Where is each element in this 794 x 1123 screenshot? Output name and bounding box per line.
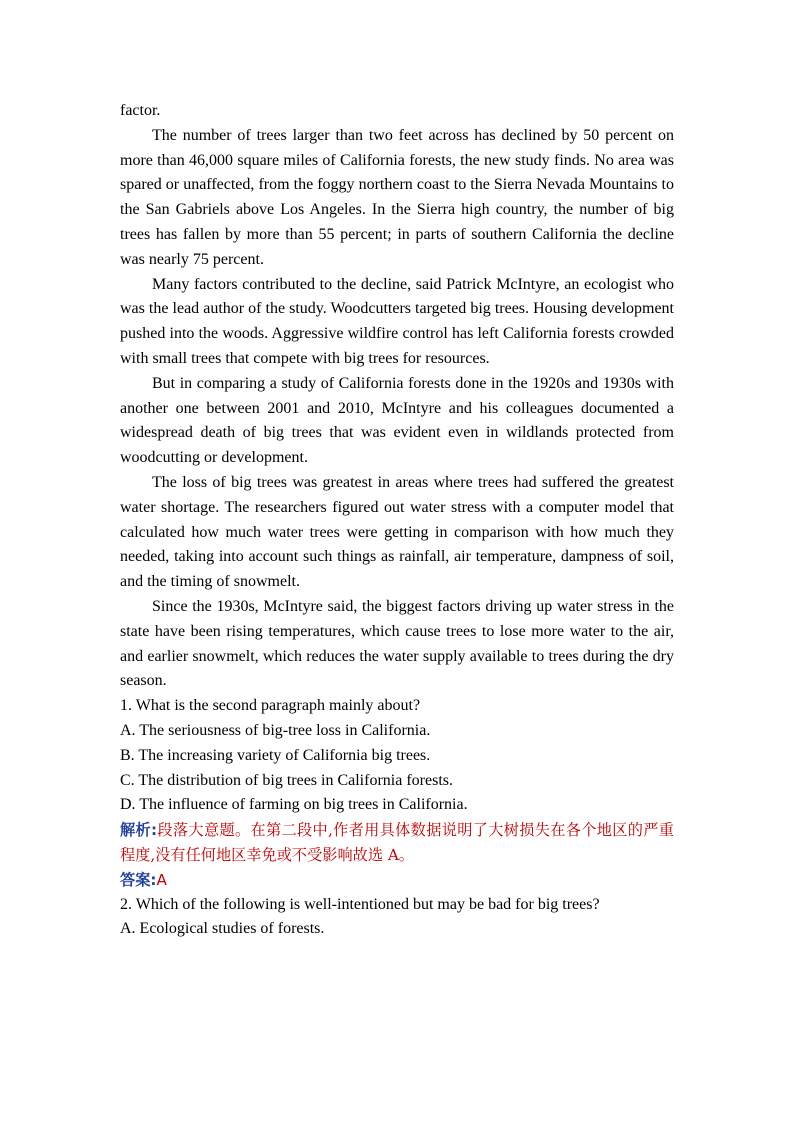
- question-2-option-a: A. Ecological studies of forests.: [120, 920, 325, 938]
- passage-paragraph-2: Many factors contributed to the decline, said Patrick McIntyre, an ecologist who was the lead author of the study. Woodcutters targeted big trees. Housing development pushed into the woods. Aggressive wildfire control has left California forests crowded with small trees that compete with big trees for resources.: [120, 275, 674, 367]
- question-1-option-b: B. The increasing variety of California big trees.: [120, 746, 431, 764]
- question-1-answer: [120, 868, 674, 893]
- question-2: 2. Which of the following is well-intentioned but may be bad for big trees?: [120, 895, 600, 913]
- answer-value: A: [156, 870, 167, 889]
- question-1-option-c: C. The distribution of big trees in California forests.: [120, 771, 453, 789]
- question-1-explanation: [120, 818, 674, 868]
- passage-paragraph-0: factor.: [120, 102, 161, 119]
- question-1-option-d: D. The influence of farming on big trees in California.: [120, 796, 468, 814]
- explanation-label: 解析:: [120, 821, 158, 840]
- explanation-text: 段落大意题。在第二段中,作者用具体数据说明了大树损失在各个地区的严重程度,没有任何地区幸免或不受影响故选 A。: [120, 821, 674, 864]
- question-1-option-a: A. The seriousness of big-tree loss in California.: [120, 721, 431, 739]
- answer-label: 答案:: [120, 870, 157, 889]
- passage-paragraph-1: The number of trees larger than two feet across has declined by 50 percent on more than 46,000 square miles of California forests, the new study finds. No area was spared or unaffected, from the foggy northern coast to the Sierra Nevada Mountains to the San Gabriels above Los Angeles. In the Sierra high country, the number of big trees has fallen by more than 55 percent; in parts of southern California the decline was nearly 75 percent.: [120, 126, 674, 268]
- document-page: [120, 99, 674, 942]
- passage-paragraph-4: The loss of big trees was greatest in areas where trees had suffered the greatest water shortage. The researchers figured out water stress with a computer model that calculated how much water trees were getting in comparison with how much they needed, taking into account such things as rainfall, air temperature, dampness of soil, and the timing of snowmelt.: [120, 473, 674, 591]
- passage-paragraph-5: Since the 1930s, McIntyre said, the biggest factors driving up water stress in the state have been rising temperatures, which cause trees to lose more water to the air, and earlier snowmelt, which reduces the water supply available to trees during the dry season.: [120, 597, 674, 690]
- question-1: 1. What is the second paragraph mainly about?: [120, 697, 421, 715]
- passage-paragraph-3: But in comparing a study of California forests done in the 1920s and 1930s with another one between 2001 and 2010, McIntyre and his colleagues documented a widespread death of big trees that was evident even in wildlands protected from woodcutting or development.: [120, 374, 674, 467]
